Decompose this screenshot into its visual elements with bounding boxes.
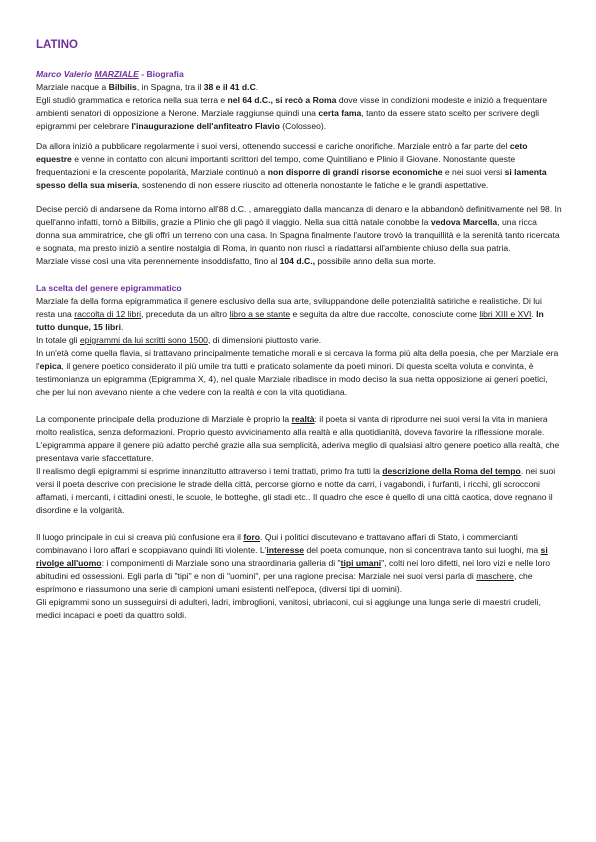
text-run: , in Spagna, tra il (136, 82, 204, 92)
text-run: In totale gli (36, 335, 80, 345)
text-run: , sostenendo di non essere riuscito ad ottenerla nonostante le fatiche e le grandi aspettative. (137, 180, 489, 190)
text-run: libri XIII e XVI (479, 309, 532, 319)
text-run: raccolta di 12 libri (74, 309, 142, 319)
text-run: nel 64 d.C., si recò a Roma (227, 95, 337, 105)
text-run: 38 e il 41 d.C (203, 82, 256, 92)
text-run: : i componimenti di Marziale sono una straordinaria galleria di " (101, 558, 341, 568)
text-run: si rivolge all'uomo (36, 545, 548, 568)
text-run: 104 d.C., (279, 256, 315, 266)
text-run: Il luogo principale in cui si creava più confusione era il (36, 532, 244, 542)
text-run: , che esprimono e riassumono una serie di campioni umani esistenti nell'epoca, (diversi tipi di uomini). (36, 571, 533, 594)
paragraph-3 (36, 203, 563, 268)
text-run: foro (243, 532, 261, 542)
text-run: descrizione della Roma del tempo (382, 466, 521, 476)
text-run: realtà (291, 414, 315, 424)
text-run: Marziale nacque a (36, 82, 109, 92)
text-run: Bilbilis (108, 82, 137, 92)
text-run: certa fama (318, 108, 362, 118)
text-run: l'inaugurazione dell'anfiteatro Flavio (131, 121, 280, 131)
text-run: Gli epigrammi sono un susseguirsi di adulteri, ladri, imbroglioni, vanitosi, ubriaconi, cui si aggiunge una lunga serie di maestri crudeli, medici incapaci e poeti da quattro soldi. (36, 597, 541, 620)
text-run: tipi umani (340, 558, 382, 568)
text-run: , tanto da essere stato scelto per scrivere degli epigrammi per celebrare (36, 108, 540, 131)
text-run: ceto equestre (36, 141, 528, 164)
text-run: Il realismo degli epigrammi si esprime innanzitutto attraverso i temi trattati, primo fra tutti la (36, 466, 383, 476)
text-run: libro a se stante (229, 309, 291, 319)
text-run: Egli studiò grammatica e retorica nella sua terra e (36, 95, 228, 105)
text-run: . nei suoi versi il poeta descrive con precisione le strade della città, percorse giorno e notte da carri, i vagabondi, i furfanti, i ricchi, gli scrocconi affamati, i mercanti, i cittadini onesti, le scuole, le botteghe, gli stadi etc.. Il quadro che esce è quello di una città caotica, dove regnano il disordine e la volgarità. (36, 466, 556, 515)
author-name: MARZIALE (94, 69, 139, 79)
paragraph-2 (36, 140, 563, 192)
paragraph-6 (36, 531, 563, 622)
text-run: Da allora iniziò a pubblicare regolarmente i suoi versi, ottenendo successi e cariche onorifiche. Marziale entrò a far parte del (36, 141, 510, 151)
text-run: . (255, 82, 259, 92)
text-run: (Colosseo). (279, 121, 327, 131)
text-run: In un'età come quella flavia, si trattavano principalmente tematiche morali e si cercava la forma più alta della poesia, che per Marziale era l' (36, 348, 559, 371)
text-run: e nei suoi versi (442, 167, 505, 177)
text-run: , preceduta da un altro (141, 309, 230, 319)
text-run: e venne in contatto con alcuni importanti scrittori del tempo, come Quintiliano e Plinio il Giovane. Nonostante queste frequentazioni e la crescente popolarità, Marziale continuò a (36, 154, 516, 177)
text-run: epica (39, 361, 62, 371)
text-run: si lamenta spesso della sua miseria (36, 167, 547, 190)
text-run: In tutto dunque, 15 libri (36, 309, 544, 332)
text-run: maschere (476, 571, 514, 581)
text-run: Marziale fa della forma epigrammatica il genere esclusivo della sua arte, sviluppandone delle potenzialità satiriche e realistiche. Di lui resta una (36, 296, 542, 319)
biography-heading (36, 68, 563, 81)
text-run: epigrammi da lui scritti sono 1500 (79, 335, 208, 345)
text-run: . Qui i politici discutevano e trattavano affari di Stato, i commercianti combinavano i loro affari e scoppiavano quindi liti violente. L' (36, 532, 518, 555)
text-run: possibile anno della sua morte. (314, 256, 436, 266)
text-run: del poeta comunque, non si concentrava tanto sui luoghi, ma (304, 545, 541, 555)
text-run: La componente principale della produzione di Marziale è proprio la (36, 414, 292, 424)
text-run: : il poeta si vanta di riprodurre nei suoi versi la vita in maniera molto realistica, senza deformazioni. Proprio questo avvicinamento alla realtà e alla quotidianità, doveva favorire la riflessione morale. L'epigramma appare il genere più adatto perché grazie alla sua semplicità, aderiva meglio di qualsiasi altro genere poetico alla realtà, che presentava varie sfaccettature. (36, 414, 560, 463)
text-run: , una ricca donna sua ammiratrice, che gli offrì un terreno con una casa. In Spagna finalmente l'autore trovò la tranquillità e la serenità tanto ricercata e sognata, ma presto iniziò a sentire nostalgia di Roma, in quanto non riuscì a riadattarsi all'ambiente chiuso della sua patria. (36, 217, 560, 253)
text-run: dove visse in condizioni modeste e iniziò a frequentare ambienti senatori di opposizione a Nerone. Marziale raggiunse quindi una (36, 95, 548, 118)
text-run: . (531, 309, 537, 319)
text-run: , il genere poetico considerato il più umile tra tutti e praticato solamente da poeti minori. Di questa scelta voluta e convinta, è testimonianza un epigramma (Epigramma X, 4), nel quale Marziale ribadisce in modo deciso la sua netta opposizione ai generi poetici, che per lui non avevano niente a che vedere con la realtà e con la vita quotidiana. (36, 361, 548, 397)
text-run: ", colti nei loro difetti, nei loro vizi e nelle loro abitudini ed ossessioni. Egli parla di "tipi" e non di "uomini", per una ragione precisa: Marziale nei suoi versi parla di (36, 558, 550, 581)
document-title: LATINO (36, 39, 78, 51)
paragraph-1 (36, 81, 563, 133)
text-run: vedova Marcella (430, 217, 498, 227)
document-page (36, 38, 563, 622)
text-run: non disporre di grandi risorse economiche (267, 167, 443, 177)
text-run: e seguita da altre due raccolte, conosciute come (290, 309, 480, 319)
paragraph-5 (36, 413, 563, 517)
text-run: Decise perciò di andarsene da Roma intorno all'88 d.C. , amareggiato dalla mancanza di denaro e la abbandonò definitivamente nel 98. In quell'anno infatti, tornò a Bilbilis, grazie a Plinio che gli pagò il viaggio. Nella sua città natale conobbe la (36, 204, 562, 227)
text-run: interesse (266, 545, 305, 555)
section-heading-epigram: La scelta del genere epigrammatico (36, 283, 182, 293)
text-run: , di dimensioni piuttosto varie. (207, 335, 322, 345)
paragraph-4 (36, 295, 563, 399)
text-run: . (120, 322, 124, 332)
author-italic: Marco Valerio (36, 69, 95, 79)
text-run: Marziale visse così una vita perennemente insoddisfatto, fino al (36, 256, 280, 266)
heading-suffix: - Biografia (138, 69, 184, 79)
